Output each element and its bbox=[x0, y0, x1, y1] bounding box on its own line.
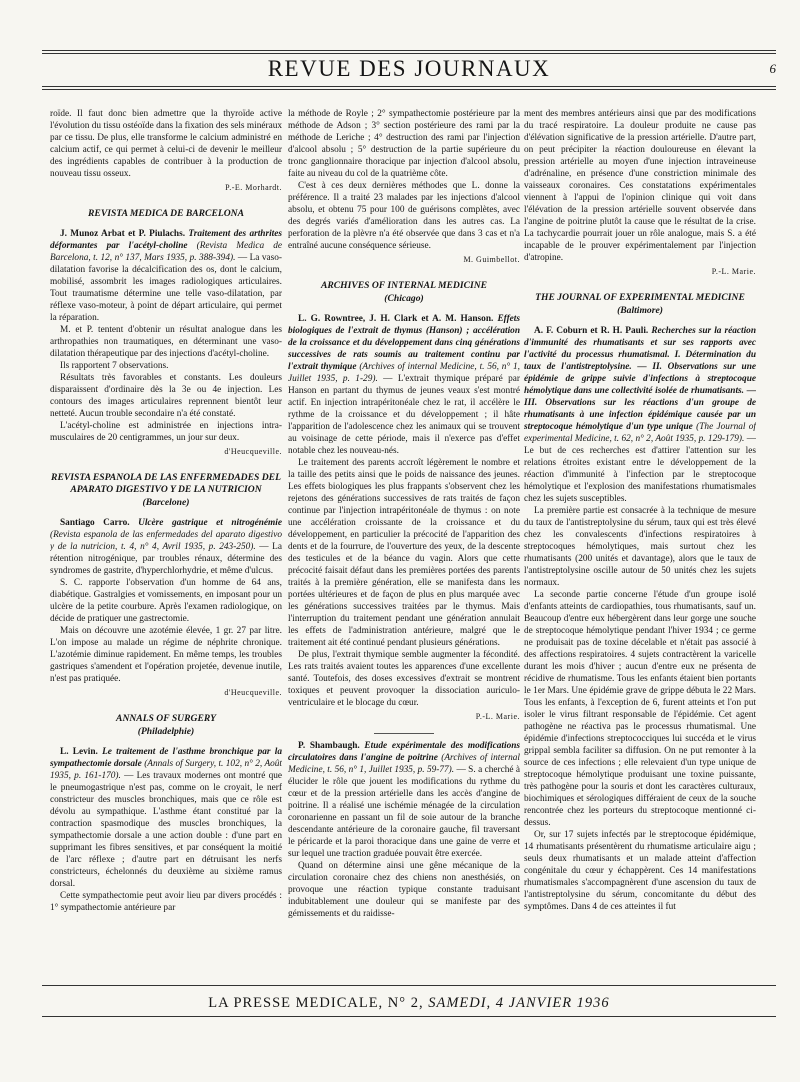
section-separator bbox=[374, 733, 434, 734]
article-authors: Santiago Carro. bbox=[60, 518, 130, 528]
journal-heading: REVISTA ESPANOLA DE LAS ENFERMEDADES DEL APARATO DIGESTIVO Y DE LA NUTRICION bbox=[51, 472, 281, 495]
journal-place: (Chicago) bbox=[384, 293, 424, 304]
article-authors: P. Shambaugh. bbox=[298, 741, 360, 751]
journal-place: (Barcelone) bbox=[142, 497, 190, 508]
journal-place: (Philadelphie) bbox=[137, 726, 195, 737]
header-bottom-rule bbox=[42, 86, 776, 87]
article-entry bbox=[50, 228, 282, 324]
author-signature: P.-L. Marie. bbox=[711, 267, 756, 276]
article-reference: (Archives of internal Medicine, t. 56, n° 1, Juillet 1935, p. 1-29). bbox=[288, 362, 520, 384]
footer-journal: LA PRESSE MEDICALE, N° 2, bbox=[208, 995, 424, 1011]
article-authors: A. F. Coburn et R. H. Pauli. bbox=[534, 326, 649, 336]
author-signature: P.-E. Morhardt. bbox=[225, 183, 282, 192]
paragraph: De plus, l'extrait thymique semble augmenter la fécondité. Les rats traités avaient toutes les apparences d'une excellente santé. Toutefois, des doses excessives d'extrait se montrent toxiques et peuvent provoquer la dissociation auriculo-ventriculaire et le blocage du cœur. bbox=[288, 650, 520, 708]
paragraph: roïde. Il faut donc bien admettre que la thyroïde active l'évolution du tissu ostéoïde dans la fixation des sels minéraux par ce tissu. De plus, elle transforme le calcium administré en calcium actif, ce qui permet à celui-ci de devenir le meilleur des ingrédients capables de contribuer à la production de nouveau tissu osseux. bbox=[50, 109, 282, 179]
journal-place: (Baltimore) bbox=[617, 305, 663, 316]
author-signature: d'Heucqueville. bbox=[224, 688, 282, 697]
article-entry bbox=[288, 740, 520, 860]
paragraph: Cette sympathectomie peut avoir lieu par divers procédés : 1° sympathectomie antérieure par bbox=[50, 891, 282, 913]
paragraph: Résultats très favorables et constants. Les douleurs disparaissent d'ordinaire dès la 3e ou 4e injection. Les contours des images articulaires reprennent bientôt leur netteté. Aucun trouble secondaire n'a été constaté. bbox=[50, 373, 282, 419]
article-entry bbox=[50, 517, 282, 577]
paragraph: Quand on détermine ainsi une gêne mécanique de la circulation coronaire chez des chiens non anesthésiés, on provoque une réaction typique constante traduisant indubitablement une douleur qui se manifeste par des gémissements et du raidisse- bbox=[288, 861, 520, 919]
paragraph: La première partie est consacrée à la technique de mesure du taux de l'antistreptolysine du sérum, taux qui est très élevé chez les convalescents d'infections respiratoires à streptocoques hémolytiques, mais surtout chez les rhumatisants (200 unités et davantage), alors que le taux de l'antistreptolysine oscille autour de 50 unités chez les sujets normaux. bbox=[524, 506, 756, 588]
journal-heading: REVISTA MEDICA DE BARCELONA bbox=[88, 208, 244, 219]
article-entry bbox=[524, 325, 756, 505]
article-title: Ulcère gastrique et nitrogénémie bbox=[138, 518, 282, 528]
page-title: REVUE DES JOURNAUX bbox=[267, 56, 551, 81]
article-body: — La rétention nitrogénique, par troubles rénaux, détermine des syndromes de gastrite, d'hyperchlorhydrie, et même d'ulcus. bbox=[50, 542, 282, 576]
author-signature: M. Guimbellot. bbox=[463, 255, 520, 264]
column-1 bbox=[50, 108, 282, 976]
article-body: — Le but de ces recherches est d'attirer l'attention sur les relations étroites existant entre le développement de la réaction d'immunité à l'infection par le streptocoque hémolytique et l'explosion des manifestations rhumatismales chez les sujets susceptibles. bbox=[524, 434, 756, 504]
paragraph: La seconde partie concerne l'étude d'un groupe isolé d'enfants atteints de cardiopathies, tous rhumatisants, sauf un. Beaucoup d'entre eux hébergèrent dans leur gorge une souche de streptocoque hémolytique pendant l'hiver 1934 ; ce germe ne produisait pas de toxine décelable et n'était pas associé à des affections respiratoires. 4 sujets contractèrent la varicelle durant les mois d'hiver ; aucun d'entre eux ne présenta de récidive de rhumatisme. Tous les enfants étaient bien portants le 1er Mars. Une épidémie grave de grippe débuta le 22 Mars. Tous les enfants, à l'exception de 6, furent atteints et l'on put isoler le virus filtrant responsable de l'épidémie. Cet agent pathogène ne réactiva pas le processus rhumatismal. Une épidémie d'infections streptococciques lui succéda et le virus grippal sembla faciliter sa diffusion. On ne put remonter à la source de ces infections ; elle relevaient d'un type unique de streptocoque hémolytique produisant une toxine puissante, très pathogène pour la souris et dont les caractères culturaux, biochimiques et sérologiques différaient de ceux de la souche rencontrée chez les porteurs du streptocoque mentionné ci-dessus. bbox=[524, 590, 756, 828]
article-reference: (Annals of Surgery, t. 102, n° 2, Août 1935, p. 161-170). bbox=[50, 759, 282, 781]
paragraph: M. et P. tentent d'obtenir un résultat analogue dans les arthropathies non traumatiques, en déterminant une vaso-dilatation thérapeutique par des injections d'acétyl-choline. bbox=[50, 325, 282, 359]
column-3 bbox=[524, 108, 756, 976]
page-number: 6 bbox=[769, 61, 776, 76]
paragraph: Ils rapportent 7 observations. bbox=[60, 361, 169, 371]
article-authors: L. G. Rowntree, J. H. Clark et A. M. Hanson. bbox=[298, 314, 494, 324]
article-body: — L'extrait thymique préparé par Hanson en partant du thymus de jeunes veaux s'est montré actif. En injection intrapéritonéale chez le rat, il accélère le rythme de la croissance et du développement ; il hâte l'apparition de l'adolescence chez les animaux qui se trouvent au voisinage de cette période, mais il n'exerce pas d'effet notable chez les nouveau-nés. bbox=[288, 374, 520, 456]
paragraph: L'acétyl-choline est administrée en injections intra-musculaires de 20 centigrammes, un jour sur deux. bbox=[50, 421, 282, 443]
article-body: — La vaso-dilatation favorise la décalcification des os, dont le calcium, mobilisé, assombrit les images radiologiques articulaires. Tout traumatisme détermine une telle vaso-dilatation, par réflexe vaso-moteur, à point de départ articulaire, qui permet la réparation. bbox=[50, 253, 282, 323]
article-reference: (Revista espanola de las enfermedades del aparato digestivo y de la nutricion, t. 4, n° 4, Avril 1935, p. 243-250). bbox=[50, 530, 282, 552]
paragraph: C'est à ces deux dernières méthodes que L. donne la préférence. Il a traité 23 malades par les injections d'alcool absolu, et obtenu 75 pour 100 de guérisons complètes, avec des degrés variés d'amélioration dans les autres cas. La perforation de la plèvre n'a été observée que dans 3 cas et n'a entraîné aucune conséquence sérieuse. bbox=[288, 181, 520, 251]
footer-date: SAMEDI, 4 JANVIER 1936 bbox=[428, 995, 610, 1011]
paragraph: Mais on découvre une azotémie élevée, 1 gr. 27 par litre. L'on impose au malade un régime de néphrite chronique. L'azotémie diminue rapidement. En même temps, les troubles gastriques s'amendent et l'opération projetée, devenue inutile, n'est pas pratiquée. bbox=[50, 626, 282, 684]
top-double-rule-inner bbox=[42, 53, 776, 54]
paragraph: ment des membres antérieurs ainsi que par des modifications du tracé respiratoire. La douleur produite ne cause pas d'élévation significative de la pression artérielle. D'autre part, on peut précipiter la réaction douloureuse en élevant la pression artérielle au moyen d'une injection intraveineuse d'adrénaline, en présence d'une constriction minimale des vaisseaux coronaires. Ces constatations expérimentales viennent à l'appui de l'opinion clinique qui voit dans l'élévation de la pression artérielle souvent observée dans l'angine de poitrine plutôt la cause que le résultat de la crise. La tachycardie pourrait jouer un rôle analogue, mais S. a été incapable de le prouver expérimentalement par l'injection d'atropine. bbox=[524, 109, 756, 263]
paragraph: la méthode de Royle ; 2° sympathectomie postérieure par la méthode de Adson ; 3° section postérieure des rami par la méthode de Leriche ; 4° destruction des rami par l'injection d'alcool absolu ; 5° destruction de la partie supérieure du tronc ganglionnaire thoracique par injection d'alcool absolu, faite au niveau du col de la quatrième côte. bbox=[288, 109, 520, 179]
article-body: — S. a cherché à élucider le rôle que jouent les modifications du rythme du cœur et de la pression artérielle dans les accès d'angine de poitrine. Il a réalisé une ischémie ménagée de la circulation coronarienne en passant un fil de soie autour de la branche descendante antérieure de la coronaire gauche, fil traversant le péricarde et la paroi thoracique dans une gaine de verre et sur lequel une traction graduée pouvait être exercée. bbox=[288, 765, 520, 859]
footer-rule bbox=[42, 985, 776, 986]
article-reference: (Archives of internal Medicine, t. 56, n° 1, Juillet 1935, p. 59-77). bbox=[288, 753, 520, 775]
article-title: Etude expérimentale des modifications circulatoires dans l'angine de poitrine bbox=[288, 741, 520, 763]
journal-heading: ARCHIVES OF INTERNAL MEDICINE bbox=[320, 280, 488, 291]
article-authors: J. Munoz Arbat et P. Piulachs. bbox=[60, 229, 186, 239]
journal-heading: THE JOURNAL OF EXPERIMENTAL MEDICINE bbox=[535, 292, 745, 303]
page-footer bbox=[42, 995, 776, 1012]
header-bottom-rule-inner bbox=[42, 89, 776, 90]
author-signature: P.-L. Marie. bbox=[475, 712, 520, 721]
paragraph: Or, sur 17 sujets infectés par le streptocoque épidémique, 14 rhumatisants présentèrent du rhumatisme articulaire aigu ; seuls deux rhumatisants et un malade atteint d'affection congénitale du cœur y échappèrent. Ces 14 manifestations rhumatismales s'accompagnèrent d'une ascension du taux de l'antistreptolysine du sérum, concomitante du début des symptômes. Dans 4 de ces atteintes il fut bbox=[524, 830, 756, 912]
article-reference: (The Journal of experimental Medicine, t. 62, n° 2, Août 1935, p. 129-179). bbox=[524, 422, 756, 444]
top-double-rule bbox=[42, 50, 776, 51]
article-authors: L. Levin. bbox=[60, 747, 98, 757]
paragraph: Le traitement des parents accroît légèrement le nombre et la taille des petits ainsi que le poids de naissance des jeunes. Les effets biologiques les plus frappants s'observent chez les rejetons des générations successives de rats traités de façon continue par l'injection intrapéritonéale de thymus : on note une accélération croissante de la croissance et du développement, en particulier la précocité de l'apparition des dents et de la fourrure, de l'ouverture des yeux, de la descente des testicules et de la béance du vagin. Alors que cette précocité faisait défaut dans les premières portées des parents traités à la première génération, elle se manifesta dans les portées ultérieures et de façon de plus en plus marquée avec les générations successives traitées par le thymus. Mais l'interruption du traitement pendant une génération annulait les effets de l'administration antérieure, malgré que le traitement ait été continué pendant plusieurs générations. bbox=[288, 458, 520, 648]
footer-bottom-rule bbox=[42, 1016, 776, 1017]
journal-heading: ANNALS OF SURGERY bbox=[116, 713, 216, 724]
article-title: Traitement des arthrites déformantes par l'acétyl-choline bbox=[50, 229, 282, 251]
column-2 bbox=[288, 108, 520, 976]
article-title: Effets biologiques de l'extrait de thymus (Hanson) ; accélération de la croissance et du développement dans cinq générations successives de rats soumis au traitement continu par l'extrait thymique bbox=[288, 314, 520, 372]
article-entry bbox=[50, 746, 282, 890]
article-title: Le traitement de l'asthme bronchique par la sympathectomie dorsale bbox=[50, 747, 282, 769]
author-signature: d'Heucqueville. bbox=[224, 447, 282, 456]
paragraph: S. C. rapporte l'observation d'un homme de 64 ans, diabétique. Gastralgies et vomissements, en imposant pour un ulcère de la petite courbure. Après l'examen radiologique, on décide de pratiquer une gastrectomie. bbox=[50, 578, 282, 624]
article-reference: (Revista Medica de Barcelona, t. 12, n° 137, Mars 1935, p. 388-394). bbox=[50, 241, 282, 263]
article-body: — Les travaux modernes ont montré que le pneumogastrique n'est pas, comme on le croyait, le nerf constricteur des muscles bronchiques, mais que ce rôle est dévolu au sympathique. L'asthme étant constitué par la contraction spasmodique des muscles bronchiques, la sympathectomie dorsale a une action double : d'une part en supprimant les fibres sensitives, et par conséquent la moitié de l'arc réflexe ; d'autre part en détruisant les nerfs constricteurs, échelonnés du deuxième au sixième ramus dorsal. bbox=[50, 771, 282, 889]
article-entry bbox=[288, 313, 520, 457]
article-title: Recherches sur la réaction d'immunité des rhumatisants et sur ses rapports avec l'activité du processus rhumatismal. I. Détermination du taux de l'antistreptolysine. — II. Observations sur une épidémie de grippe suivie d'infections à streptocoque hémolytique dans une collectivité isolée de rhumatisants. — III. Observations sur les réactions d'un groupe de rhumatisants à une infection épidémique causée par un streptocoque hémolytique d'un type unique bbox=[524, 326, 756, 432]
